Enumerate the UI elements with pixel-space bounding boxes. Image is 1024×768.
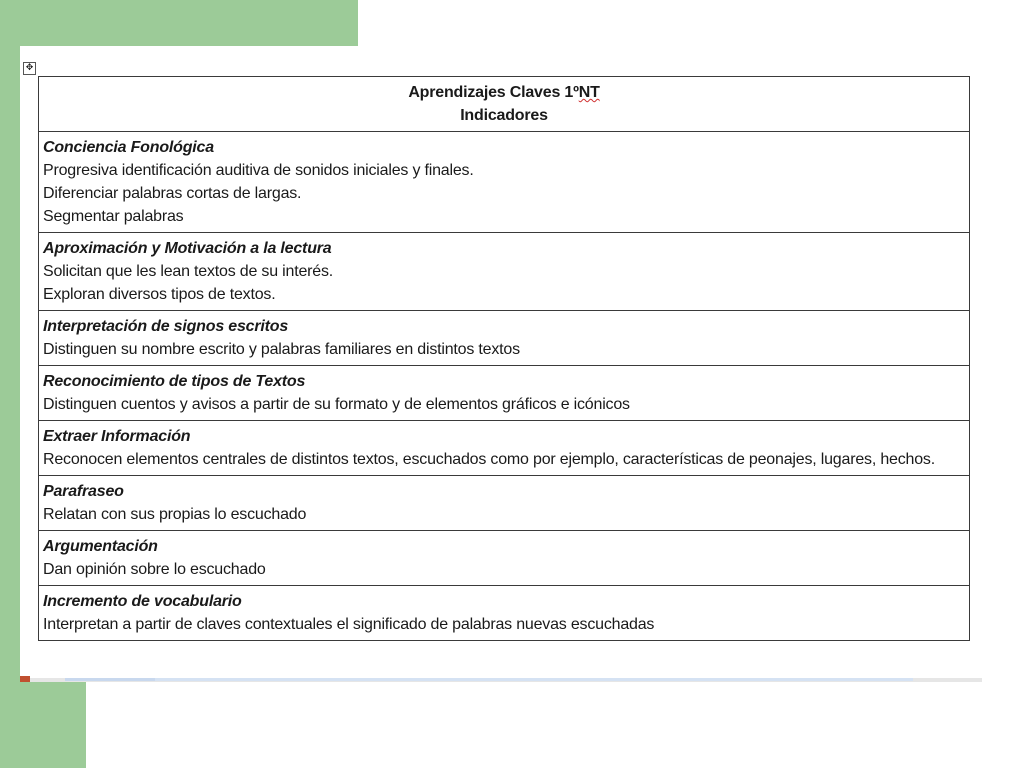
- table-row: [39, 476, 970, 531]
- section-line: Exploran diversos tipos de textos.: [43, 286, 276, 303]
- table-row: [39, 311, 970, 366]
- section-cell-conciencia-fonologica: [39, 132, 970, 233]
- section-line: Solicitan que les lean textos de su interés.: [43, 263, 334, 280]
- table-row: [39, 366, 970, 421]
- section-line: Interpretan a partir de claves contextuales el significado de palabras nuevas escuchadas: [43, 616, 655, 633]
- table-title: [43, 81, 965, 104]
- section-line: Relatan con sus propias lo escuchado: [43, 506, 307, 523]
- section-line: Dan opinión sobre lo escuchado: [43, 561, 266, 578]
- section-cell-interpretacion-signos: [39, 311, 970, 366]
- scrollbar-segment: [65, 678, 155, 681]
- document-scrollbar-strip: [20, 678, 982, 682]
- section-title: Incremento de vocabulario: [43, 593, 242, 610]
- corner-marker: [20, 676, 30, 682]
- section-line: Distinguen cuentos y avisos a partir de su formato y de elementos gráficos e icónicos: [43, 396, 630, 413]
- table-row: [39, 132, 970, 233]
- section-title: Parafraseo: [43, 483, 124, 500]
- table-row: [39, 531, 970, 586]
- section-title: Argumentación: [43, 538, 158, 555]
- section-line: Distinguen su nombre escrito y palabras familiares en distintos textos: [43, 341, 520, 358]
- table-header-cell: [39, 77, 970, 132]
- section-cell-incremento-vocabulario: [39, 586, 970, 641]
- section-cell-aproximacion-lectura: [39, 233, 970, 311]
- section-cell-parafraseo: [39, 476, 970, 531]
- table-title-suffix: NT: [578, 84, 600, 101]
- scrollbar-segment: [155, 678, 913, 681]
- section-cell-reconocimiento-textos: [39, 366, 970, 421]
- indicators-table: [38, 76, 970, 641]
- table-row: [39, 233, 970, 311]
- table-subtitle: Indicadores: [460, 107, 548, 124]
- table-row: [39, 421, 970, 476]
- section-line: Segmentar palabras: [43, 208, 184, 225]
- table-header-row: [39, 77, 970, 132]
- section-title: Conciencia Fonológica: [43, 139, 214, 156]
- table-row: [39, 586, 970, 641]
- section-cell-extraer-informacion: [39, 421, 970, 476]
- document-snapshot: [20, 46, 982, 678]
- move-handle-icon[interactable]: ✥: [23, 62, 36, 75]
- section-title: Extraer Información: [43, 428, 191, 445]
- section-cell-argumentacion: [39, 531, 970, 586]
- section-line: Reconocen elementos centrales de distintos textos, escuchados como por ejemplo, características de peonajes, lugares, hechos.: [43, 451, 935, 468]
- section-title: Reconocimiento de tipos de Textos: [43, 373, 306, 390]
- section-line: Diferenciar palabras cortas de largas.: [43, 185, 302, 202]
- table-title-main: Aprendizajes Claves 1º: [408, 84, 579, 101]
- section-title: Interpretación de signos escritos: [43, 318, 289, 335]
- section-line: Progresiva identificación auditiva de sonidos iniciales y finales.: [43, 162, 474, 179]
- section-title: Aproximación y Motivación a la lectura: [43, 240, 332, 257]
